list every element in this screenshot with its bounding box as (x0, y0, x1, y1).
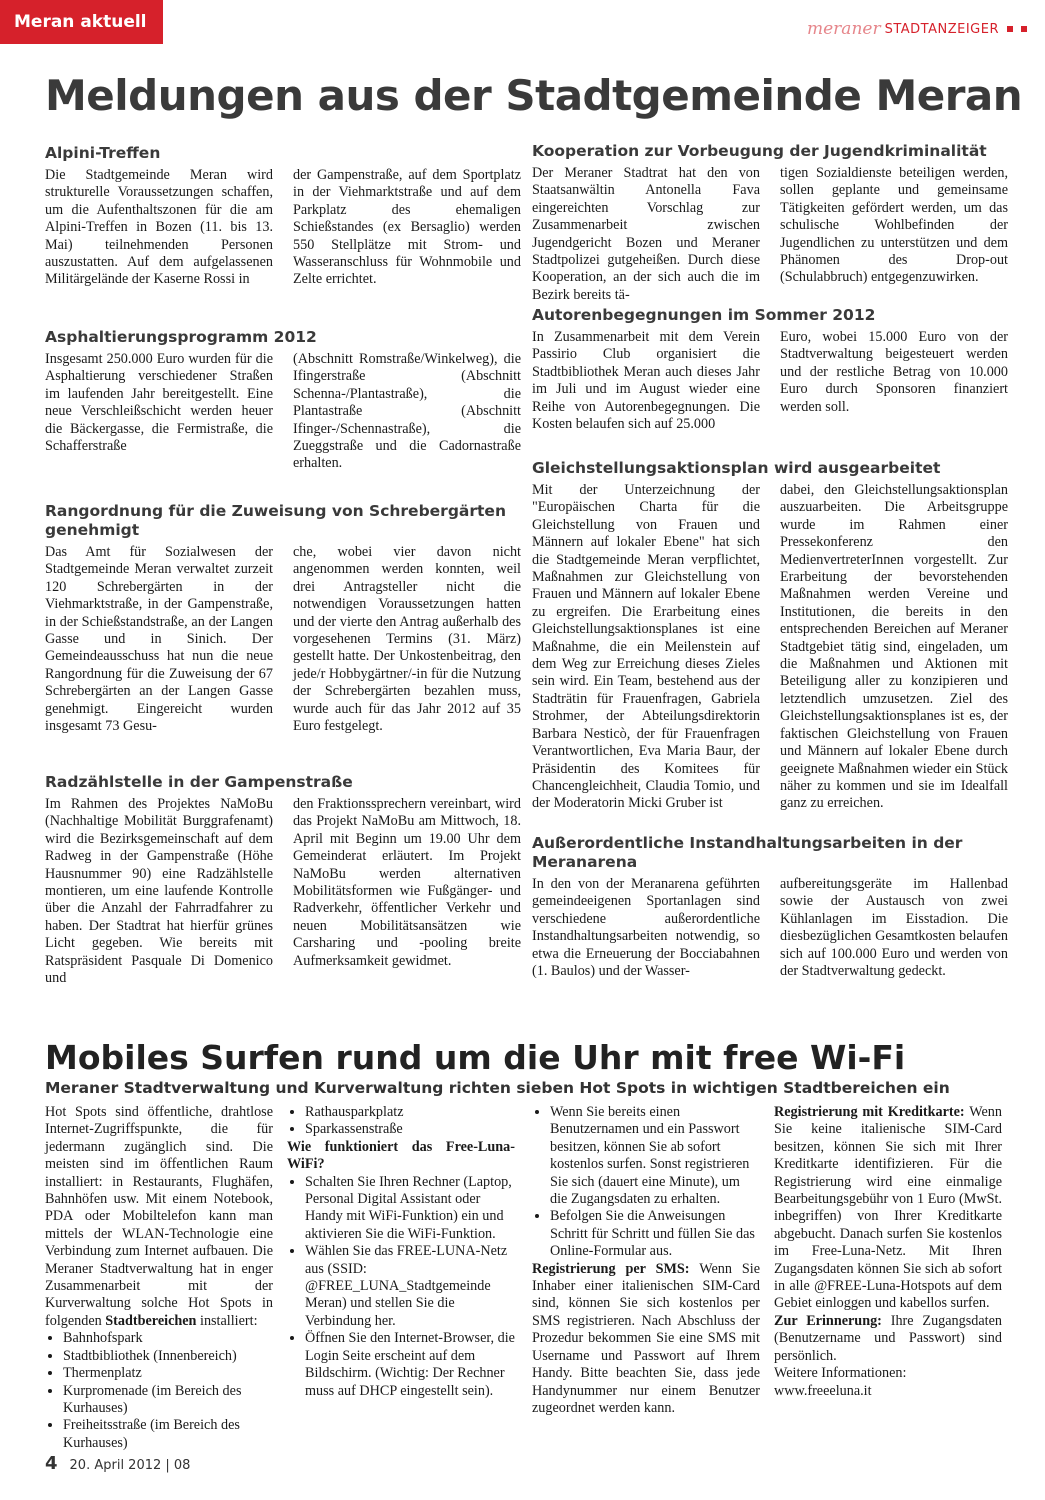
list-item: • Schalten Sie Ihren Rechner (Laptop, Personal Digital Assistant oder Handy mit WiFi-Funktion) ein und aktivieren Sie die WiFi-Funktion. (305, 1174, 515, 1244)
brand-square-icon (1021, 26, 1027, 32)
wifi-intro-bold: Stadtbereichen (105, 1312, 197, 1329)
list-item: • Thermenplatz (63, 1365, 273, 1382)
steps-list (287, 1174, 515, 1400)
list-item: • Befolgen Sie die Anweisungen Schritt für Schritt und füllen Sie das Online-Formular aus. (550, 1208, 760, 1260)
hotspot-list-cont (287, 1104, 515, 1139)
wifi-intro (45, 1104, 273, 1330)
list-item: • Rathausparkplatz (305, 1104, 515, 1121)
brand-logo (807, 18, 1027, 40)
article-text: che, wobei vier davon nicht angenommen werden konnten, weil drei Antragsteller nicht die notwendigen Voraussetzungen hatten und der vierte den Antrag außerhalb des vorgesehenen Termins (31. März) gestellt hatte. Der Unkostenbeitrag, den jede/r Hobbygärtner/-in für die Nutzung der Schrebergärten bezahlen muss, wurde auch für das Jahr 2012 auf 35 Euro festgelegt. (293, 544, 521, 735)
article-text: In den von der Meranarena geführten gemeindeeigenen Sportanlagen sind verschiedene außerordentliche Instandhaltungsarbeiten notwendig, so etwa die Erneuerung der Bocciabahnen (1. Baulos) und der Wasser- (532, 876, 760, 980)
wifi-intro-end: installiert: (196, 1312, 258, 1329)
wifi-subtitle: Meraner Stadtverwaltung und Kurverwaltung richten sieben Hot Spots in wichtigen Stadtbereichen ein (45, 1079, 950, 1097)
steps-list-cont (532, 1104, 760, 1261)
article-text: den Fraktionssprechern vereinbart, wird das Projekt NaMoBu am Mittwoch, 18. April mit Beginn um 19.00 Uhr dem Gemeinderat erläutert. Im Projekt NaMoBu werden alternativen Mobilitätsformen wie Fußgänger- und Radverkehr, öffentlicher Verkehr und neuen Mobilitätsansätzen wie Carsharing und -pooling breite Aufmerksamkeit gewidmet. (293, 796, 521, 969)
article-schrebergaerten (45, 502, 521, 735)
article-text: Euro, wobei 15.000 Euro von der Stadtverwaltung beigesteuert werden und der restliche Betrag von 10.000 Euro durch Sponsoren finanziert werden soll. (780, 329, 1008, 415)
remind-text: Ihre Zugangsdaten (Benutzername und Passwort) sind persönlich. (774, 1312, 1002, 1364)
article-text: dabei, den Gleichstellungsaktionsplan auszuarbeiten. Die Arbeitsgruppe wurde im Rahmen einer Pressekonferenz den MedienvertreterInnen vorgestellt. Zur Erarbeitung der bevorstehenden Maßnahmen werden Vereine und Institutionen, die bereits in den entsprechenden Bereichen auf Meraner Stadtgebiet tätig sind, eingeladen, um die Maßnahmen und Aktionen mit Beteiligung aller zu konzipieren und letztendlich umzusetzen. Ziel des Gleichstellungsaktionsplanes ist es, der faktischen Gleichstellung von Frauen und Männern auf lokaler Ebene durch geeignete Maßnahmen wieder ein Stück näher zu kommen und sie im Idealfall ganz zu erreichen. (780, 482, 1008, 812)
article-title: Rangordnung für die Zuweisung von Schrebergärten genehmigt (45, 502, 506, 539)
hotspot-list (45, 1330, 273, 1452)
article-text: Das Amt für Sozialwesen der Stadtgemeinde Meran verwaltet zurzeit 120 Schrebergärten in der Viehmarktstraße, in der Gampenstraße, in der Schießstandstraße, an der Langen Gasse und in Sinich. Der Gemeindeausschuss hat nun die neue Rangordnung für die Zuweisung der 67 Schrebergärten an der Langen Gasse genehmigt. Eingereicht wurden insgesamt 73 Gesu- (45, 544, 273, 735)
page-footer (45, 1453, 190, 1474)
article-kooperation (532, 142, 1008, 304)
list-item: • Freiheitsstraße (im Bereich des Kurhauses) (63, 1417, 273, 1452)
article-text: (Abschnitt Romstraße/Winkelweg), die Ifingerstraße (Abschnitt Schenna-/Plantastraße), die Plantastraße (Abschnitt Ifinger-/Schennastraße), die Zueggstraße und die Cadornastraße erhalten. (293, 351, 521, 472)
page-headline: Meldungen aus der Stadtgemeinde Meran (45, 71, 1023, 120)
wifi-title: Mobiles Surfen rund um die Uhr mit free Wi-Fi (45, 1038, 906, 1077)
sms-text: Wenn Sie Inhaber einer italienischen SIM-Card sind, können Sie sich kostenlos per SMS registrieren. Nach Abschluss der Prozedur bekommen Sie eine SMS mit Username und Passwort auf Ihrem Handy. Bitte beachten Sie, dass jede Handynummer nur einem Benutzer zugeordnet werden kann. (532, 1260, 760, 1416)
article-instandhaltung (532, 834, 1008, 980)
wifi-col-1 (45, 1104, 273, 1452)
article-autoren (532, 306, 1008, 433)
section-tab: Meran aktuell (0, 0, 163, 44)
article-radzaehlstelle (45, 773, 521, 987)
article-text: In Zusammenarbeit mit dem Verein Passirio Club organisiert die Stadtbibliothek Meran auch dieses Jahr im Juli und im August wieder eine Reihe von Autorenbegegnungen. Die Kosten belaufen sich auf 25.000 (532, 329, 760, 433)
card-text: Wenn Sie keine italienische SIM-Card besitzen, können Sie sich mit Ihrer Kreditkarte identifizieren. Für die Registrierung wird eine einmalige Bearbeitungsgebühr von 1 Euro (MwSt. inbegriffen) von Ihrer Kreditkarte abgebucht. Danach surfen Sie kostenlos im Free-Luna-Netz. Mit Ihren Zugangsdaten können Sie sich ab sofort in alle @FREE-Luna-Hotspots auf dem Gebiet einloggen und kabellos surfen. (774, 1104, 1002, 1312)
wifi-intro-text: Hot Spots sind öffentliche, drahtlose Internet-Zugriffspunkte, die für jedermann zugänglich sind. Die meisten sind im öffentlichen Raum installiert: in Restaurants, Flughäfen, Bahnhöfen usw. Mit einem Notebook, PDA oder Mobiltelefon kann man mittels der WLAN-Technologie eine Verbindung zum Internet aufbauen. Die Meraner Stadtverwaltung hat in enger Zusammenarbeit mit der Kurverwaltung solche Hot Spots in folgenden (45, 1104, 273, 1329)
list-item: • Kurpromenade (im Bereich des Kurhauses) (63, 1383, 273, 1418)
article-title: Gleichstellungsaktionsplan wird ausgearbeitet (532, 459, 941, 477)
card-title: Registrierung mit Kreditkarte: (774, 1104, 965, 1120)
how-title: Wie funktioniert das Free-Luna-WiFi? (287, 1138, 515, 1173)
wifi-col-2 (287, 1104, 515, 1400)
card-paragraph (774, 1104, 1002, 1313)
brand-script: meraner (807, 19, 881, 39)
article-alpini (45, 144, 521, 289)
article-text: Der Meraner Stadtrat hat den von Staatsanwältin Antonella Fava eingereichten Vorschlag zur Zusammenarbeit zwischen Jugendgericht Bozen und Meraner Stadtpolizei gutgeheißen. Durch diese Kooperation, an der sich auch die im Bezirk bereits tä- (532, 165, 760, 303)
issue-date: 20. April 2012 | 08 (69, 1458, 191, 1473)
sms-paragraph (532, 1261, 760, 1418)
article-title: Alpini-Treffen (45, 144, 161, 162)
brand-square-icon (1007, 26, 1013, 32)
article-text: Im Rahmen des Projektes NaMoBu (Nachhaltige Mobilität Burggrafenamt) wird die Bezirksgemeinschaft auf dem Radweg in der Gampenstraße (Höhe Hausnummer 90) eine Radzählstelle montieren, um eine laufende Kontrolle über die Anzahl der Fahrradfahrer zu haben. Der Stadtrat hat hierfür grünes Licht gegeben. Wie bereits mit Ratspräsident Pasquale Di Domenico und (45, 796, 273, 987)
remind-paragraph (774, 1313, 1002, 1365)
page-number: 4 (45, 1453, 58, 1474)
article-text: der Gampenstraße, auf dem Sportplatz in der Viehmarktstraße und auf dem Parkplatz des ehemaligen Schießstandes (ex Bersaglio) werden 550 Stellplätze mit Strom- und Wasseranschluss für Wohnmobile und Zelte errichtet. (293, 167, 521, 288)
article-title: Radzählstelle in der Gampenstraße (45, 773, 353, 791)
article-title: Autorenbegegnungen im Sommer 2012 (532, 306, 876, 324)
list-item: • Bahnhofspark (63, 1330, 273, 1347)
sms-title: Registrierung per SMS: (532, 1260, 690, 1277)
article-text: Insgesamt 250.000 Euro wurden für die Asphaltierung verschiedener Straßen im laufenden Jahr bereitgestellt. Eine neue Verschleißschicht werden heuer die Bäckergasse, die Fermistraße, die Schafferstraße (45, 351, 273, 455)
article-text: aufbereitungsgeräte im Hallenbad sowie der Austausch von zwei Kühlanlagen im Eisstadion. Die diesbezüglichen Gesamtkosten belaufen sich auf 100.000 Euro und werden von der Stadtverwaltung gedeckt. (780, 876, 1008, 980)
article-text: Mit der Unterzeichnung der "Europäischen Charta für die Gleichstellung von Frauen und Männern auf lokaler Ebene" hat sich die Stadtgemeinde Meran verpflichtet, Maßnahmen zur Gleichstellung von Frauen und Männern auf lokaler Ebene zu ergreifen. Die Erarbeitung eines Gleichstellungsaktionsplanes ist eine Maßnahme, die ein Meilenstein auf dem Weg zur Erreichung dieses Zieles sein wird. Ein Team, bestehend aus der Stadträtin für Frauenfragen, Gabriela Strohmer, der Abteilungsdirektorin Barbara Nesticò, der für Frauenfragen Verantwortlichen, Eva Maria Baur, der Präsidentin des Komitees für Chancengleichheit, Claudia Tomio, und der Moderatorin Micki Gruber ist (532, 482, 760, 812)
list-item: • Sparkassenstraße (305, 1121, 515, 1138)
article-title: Asphaltierungsprogramm 2012 (45, 328, 317, 346)
article-title: Kooperation zur Vorbeugung der Jugendkriminalität (532, 142, 987, 160)
info-link[interactable]: www.freeeluna.it (774, 1382, 872, 1399)
list-item: • Wählen Sie das FREE-LUNA-Netz aus (SSID: @FREE_LUNA_Stadtgemeinde Meran) und stellen Sie die Verbindung her. (305, 1243, 515, 1330)
wifi-col-4 (774, 1104, 1002, 1400)
article-title: Außerordentliche Instandhaltungsarbeiten in der Meranarena (532, 834, 963, 871)
article-gleichstellung (532, 459, 1008, 813)
brand-caps: STADTANZEIGER (884, 21, 999, 37)
article-text: tigen Sozialdienste beteiligen werden, sollen geplante und gemeinsame Tätigkeiten gefördert werden, um das schulische Wohlbefinden der Jugendlichen zu unterstützen und dem Phänomen des Drop-out (Schulabbruch) entgegenzuwirken. (780, 165, 1008, 286)
list-item: • Stadtbibliothek (Innenbereich) (63, 1348, 273, 1365)
wifi-col-3 (532, 1104, 760, 1417)
article-text: Die Stadtgemeinde Meran wird strukturelle Voraussetzungen schaffen, um die Aufenthaltszonen für die am Alpini-Treffen in Bozen (11. bis 13. Mai) teilnehmenden Personen auszustatten. Auf dem aufgelassenen Militärgelände der Kaserne Rossi in (45, 167, 273, 288)
more-info: Weitere Informationen: (774, 1365, 907, 1382)
list-item: • Öffnen Sie den Internet-Browser, die Login Seite erscheint auf dem Bildschirm. (Wichtig: Der Rechner muss auf DHCP eingestellt sein). (305, 1330, 515, 1400)
list-item: • Wenn Sie bereits einen Benutzernamen und ein Passwort besitzen, können Sie ab sofort kostenlos surfen. Sonst registrieren Sie sich (dauert eine Minute), um die Zugangsdaten zu erhalten. (550, 1104, 760, 1208)
remind-title: Zur Erinnerung: (774, 1312, 882, 1329)
article-asphalt (45, 328, 521, 473)
